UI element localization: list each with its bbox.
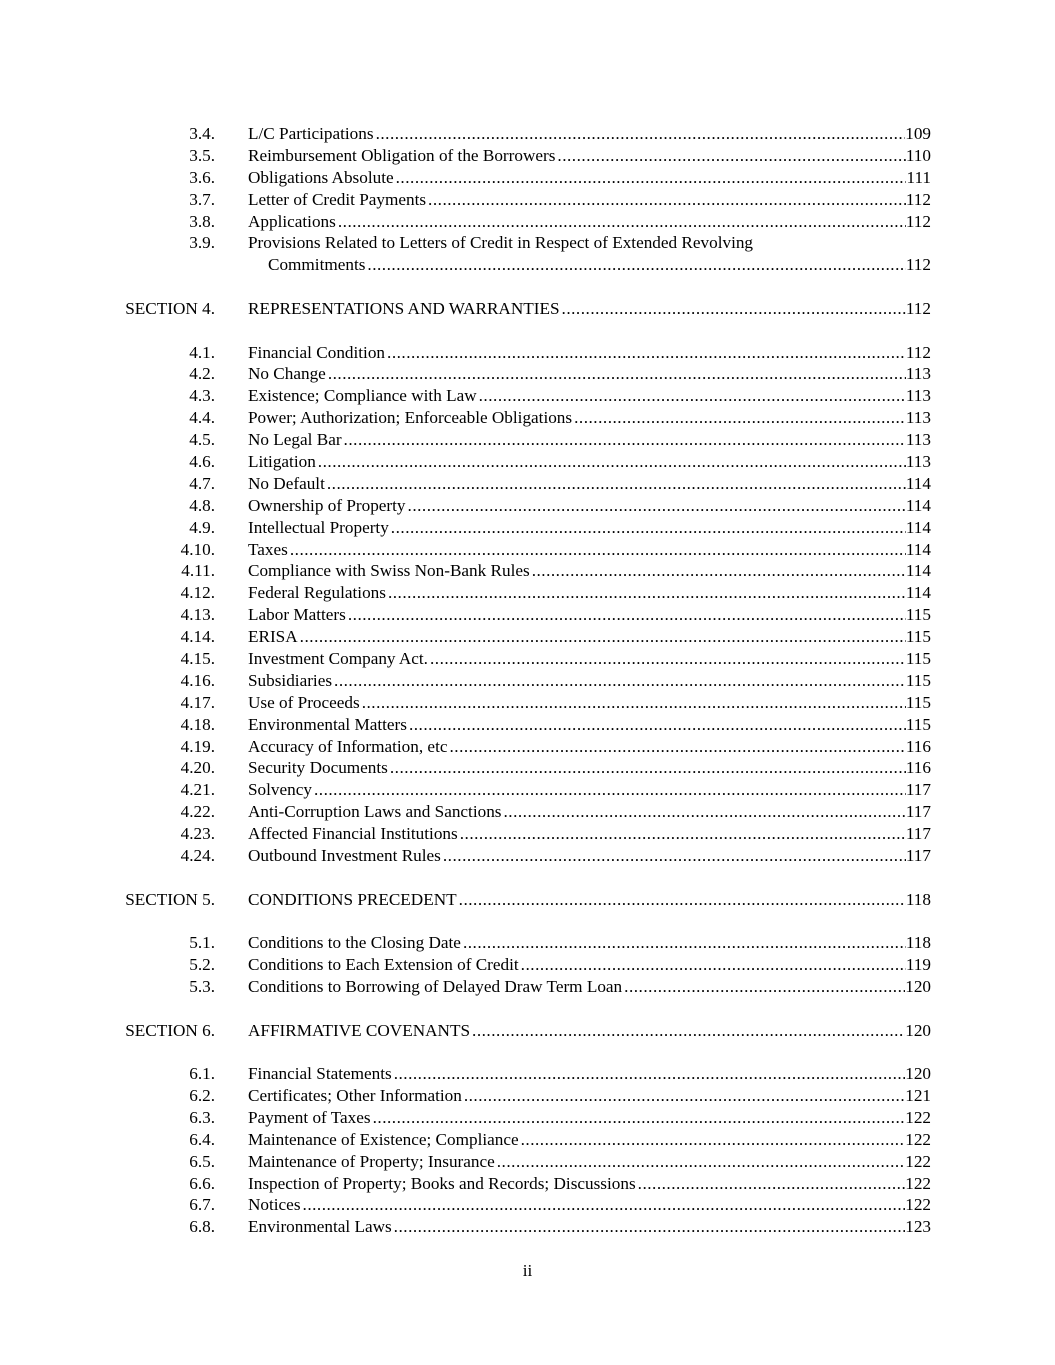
dot-leader: [462, 1085, 905, 1107]
dot-leader: [336, 211, 906, 233]
entry-page: 118: [905, 889, 931, 909]
toc-entry-3-4: [0, 123, 1055, 145]
entry-title: Power; Authorization; Enforceable Obligations: [248, 408, 573, 428]
entry-number: 6.3.: [189, 1107, 215, 1127]
dot-leader: [374, 123, 906, 145]
entry-page: 119: [905, 955, 931, 975]
dot-leader: [385, 342, 906, 364]
toc-entry-6-5: [0, 1151, 1055, 1173]
entry-title: Payment of Taxes: [248, 1107, 371, 1127]
entry-page: 116: [905, 758, 931, 778]
dot-leader: [461, 932, 906, 954]
dot-leader: [470, 1020, 905, 1042]
entry-title: Reimbursement Obligation of the Borrowers: [248, 145, 556, 165]
toc-entry-4-19: [0, 736, 1055, 758]
dot-leader: [622, 976, 905, 998]
dot-leader: [406, 495, 906, 517]
entry-page: 114: [905, 517, 931, 537]
toc-section-6: [0, 1020, 1055, 1042]
entry-title-line1: Provisions Related to Letters of Credit in Respect of Extended Revolving: [248, 233, 754, 253]
toc-entry-4-24: [0, 845, 1055, 867]
dot-leader: [447, 736, 905, 758]
entry-number: 4.18.: [180, 714, 215, 734]
dot-leader: [530, 560, 906, 582]
entry-number: 4.7.: [189, 473, 215, 493]
entry-page: 113: [905, 430, 931, 450]
toc-entry-4-13: [0, 604, 1055, 626]
dot-leader: [312, 779, 906, 801]
entry-title: Investment Company Act.: [248, 648, 428, 668]
dot-leader: [386, 582, 906, 604]
entry-page: 112: [905, 255, 931, 275]
entry-title: Maintenance of Existence; Compliance: [248, 1129, 519, 1149]
dot-leader: [495, 1151, 905, 1173]
entry-title: Inspection of Property; Books and Records; Discussions: [248, 1173, 636, 1193]
entry-page: 113: [905, 386, 931, 406]
entry-title: Maintenance of Property; Insurance: [248, 1151, 495, 1171]
entry-number: 3.5.: [189, 145, 215, 165]
toc-entry-3-8: [0, 211, 1055, 233]
entry-title: No Legal Bar: [248, 430, 342, 450]
entry-title: Outbound Investment Rules: [248, 845, 441, 865]
entry-title: Letter of Credit Payments: [248, 189, 427, 209]
toc-entry-3-5: [0, 145, 1055, 167]
dot-leader: [555, 145, 905, 167]
entry-page: 115: [905, 648, 931, 668]
entry-title: Use of Proceeds: [248, 692, 360, 712]
entry-title: Applications: [248, 211, 336, 231]
toc-entry-3-9: [0, 232, 1055, 254]
entry-number: 5.3.: [189, 976, 215, 996]
entry-page: 110: [905, 145, 931, 165]
dot-leader: [519, 954, 906, 976]
dot-leader: [392, 1216, 906, 1238]
entry-number: 6.6.: [189, 1173, 215, 1193]
entry-page: 122: [905, 1107, 931, 1127]
entry-number: 5.1.: [189, 933, 215, 953]
entry-number: 4.3.: [189, 386, 215, 406]
entry-page: 120: [905, 976, 931, 996]
entry-page: 117: [905, 780, 931, 800]
entry-title: Conditions to Each Extension of Credit: [248, 955, 519, 975]
entry-number: 4.15.: [180, 648, 215, 668]
dot-leader: [316, 451, 906, 473]
entry-title: Environmental Laws: [248, 1217, 392, 1237]
toc-entry-6-7: [0, 1194, 1055, 1216]
entry-number: 4.19.: [180, 736, 215, 756]
dot-leader: [342, 429, 906, 451]
entry-number: 4.24.: [180, 845, 215, 865]
toc-section-5: [0, 889, 1055, 911]
toc-entry-5-1: [0, 932, 1055, 954]
entry-page: 114: [905, 539, 931, 559]
toc-entry-3-9-continued: [0, 254, 1055, 276]
dot-leader: [407, 714, 906, 736]
dot-leader: [365, 254, 905, 276]
toc-entry-4-9: [0, 517, 1055, 539]
dot-leader: [371, 1107, 906, 1129]
section-title: AFFIRMATIVE COVENANTS: [248, 1020, 471, 1040]
entry-number: 3.9.: [189, 233, 215, 253]
dot-leader: [441, 845, 906, 867]
toc-entry-6-4: [0, 1129, 1055, 1151]
dot-leader: [428, 648, 906, 670]
entry-page: 115: [905, 714, 931, 734]
entry-page: 113: [905, 408, 931, 428]
entry-page: 122: [905, 1195, 931, 1215]
toc-entry-4-2: [0, 363, 1055, 385]
toc-entry-4-10: [0, 539, 1055, 561]
toc-entry-4-1: [0, 342, 1055, 364]
toc-entry-6-8: [0, 1216, 1055, 1238]
dot-leader: [501, 801, 905, 823]
entry-page: 123: [905, 1217, 931, 1237]
entry-number: 4.2.: [189, 364, 215, 384]
toc-entry-3-7: [0, 189, 1055, 211]
entry-page: 113: [905, 364, 931, 384]
entry-page: 114: [905, 495, 931, 515]
entry-number: 6.5.: [189, 1151, 215, 1171]
table-of-contents: [0, 123, 1055, 1238]
toc-entry-3-6: [0, 167, 1055, 189]
section-number: SECTION 4.: [125, 298, 215, 318]
toc-entry-5-2: [0, 954, 1055, 976]
entry-number: 4.14.: [180, 627, 215, 647]
entry-title: No Default: [248, 473, 325, 493]
entry-number: 4.16.: [180, 670, 215, 690]
toc-entry-6-6: [0, 1173, 1055, 1195]
toc-entry-4-20: [0, 757, 1055, 779]
entry-title: Existence; Compliance with Law: [248, 386, 477, 406]
toc-entry-4-4: [0, 407, 1055, 429]
entry-number: 4.9.: [189, 517, 215, 537]
entry-page: 114: [905, 561, 931, 581]
section-number: SECTION 5.: [125, 889, 215, 909]
toc-entry-5-3: [0, 976, 1055, 998]
dot-leader: [572, 407, 906, 429]
entry-number: 6.7.: [189, 1195, 215, 1215]
dot-leader: [360, 692, 906, 714]
entry-page: 115: [905, 605, 931, 625]
entry-page: 118: [905, 933, 931, 953]
entry-page: 122: [905, 1151, 931, 1171]
entry-title: Anti-Corruption Laws and Sanctions: [248, 802, 502, 822]
entry-title: Ownership of Property: [248, 495, 406, 515]
dot-leader: [457, 889, 906, 911]
entry-title: Solvency: [248, 780, 312, 800]
entry-page: 114: [905, 583, 931, 603]
entry-number: 4.21.: [180, 780, 215, 800]
entry-number: 3.7.: [189, 189, 215, 209]
entry-title-line2: Commitments: [268, 255, 366, 275]
dot-leader: [560, 298, 906, 320]
entry-page: 114: [905, 473, 931, 493]
entry-page: 109: [905, 124, 931, 143]
toc-entry-4-14: [0, 626, 1055, 648]
entry-number: 6.2.: [189, 1085, 215, 1105]
entry-title: Conditions to Borrowing of Delayed Draw Term Loan: [248, 976, 623, 996]
entry-page: 117: [905, 802, 931, 822]
toc-entry-4-21: [0, 779, 1055, 801]
dot-leader: [394, 167, 907, 189]
entry-title: No Change: [248, 364, 326, 384]
entry-number: 3.6.: [189, 167, 215, 187]
section-title: REPRESENTATIONS AND WARRANTIES: [248, 298, 560, 318]
toc-entry-6-1: [0, 1063, 1055, 1085]
dot-leader: [288, 539, 906, 561]
dot-leader: [326, 363, 906, 385]
entry-page: 112: [905, 298, 931, 318]
dot-leader: [458, 823, 906, 845]
entry-number: 4.10.: [180, 539, 215, 559]
entry-number: 4.23.: [180, 824, 215, 844]
toc-entry-4-11: [0, 560, 1055, 582]
dot-leader: [389, 517, 906, 539]
entry-number: 3.8.: [189, 211, 215, 231]
entry-page: 122: [905, 1129, 931, 1149]
entry-title: Taxes: [248, 539, 288, 559]
dot-leader: [298, 626, 906, 648]
entry-number: 4.13.: [180, 605, 215, 625]
entry-title: ERISA: [248, 627, 298, 647]
toc-entry-4-18: [0, 714, 1055, 736]
entry-number: 4.20.: [180, 758, 215, 778]
toc-entry-4-17: [0, 692, 1055, 714]
entry-page: 115: [905, 670, 931, 690]
entry-page: 117: [905, 845, 931, 865]
entry-page: 122: [905, 1173, 931, 1193]
entry-title: Financial Statements: [248, 1064, 392, 1084]
entry-title: Compliance with Swiss Non-Bank Rules: [248, 561, 530, 581]
toc-entry-4-22: [0, 801, 1055, 823]
toc-entry-4-8: [0, 495, 1055, 517]
entry-number: 4.17.: [180, 692, 215, 712]
toc-entry-4-23: [0, 823, 1055, 845]
section-title: CONDITIONS PRECEDENT: [248, 889, 457, 909]
entry-title: Security Documents: [248, 758, 388, 778]
entry-page: 112: [905, 342, 931, 362]
toc-entry-4-15: [0, 648, 1055, 670]
dot-leader: [392, 1063, 906, 1085]
entry-number: 4.5.: [189, 430, 215, 450]
entry-page: 112: [905, 189, 931, 209]
section-number: SECTION 6.: [125, 1020, 215, 1040]
entry-number: 4.1.: [189, 342, 215, 362]
entry-page: 115: [905, 627, 931, 647]
dot-leader: [519, 1129, 906, 1151]
entry-title: Intellectual Property: [248, 517, 389, 537]
toc-entry-4-12: [0, 582, 1055, 604]
dot-leader: [388, 757, 906, 779]
entry-title: Obligations Absolute: [248, 167, 394, 187]
entry-page: 113: [905, 451, 931, 471]
entry-title: Subsidiaries: [248, 670, 333, 690]
entry-title: Labor Matters: [248, 605, 346, 625]
entry-title: Environmental Matters: [248, 714, 407, 734]
entry-title: Conditions to the Closing Date: [248, 933, 461, 953]
entry-number: 4.8.: [189, 495, 215, 515]
toc-entry-6-3: [0, 1107, 1055, 1129]
entry-title: Accuracy of Information, etc: [248, 736, 448, 756]
toc-entry-4-3: [0, 385, 1055, 407]
entry-page: 116: [905, 736, 931, 756]
dot-leader: [301, 1194, 906, 1216]
entry-number: 4.4.: [189, 408, 215, 428]
entry-title: Litigation: [248, 451, 316, 471]
entry-number: 3.4.: [189, 124, 215, 143]
entry-title: Affected Financial Institutions: [248, 824, 458, 844]
entry-title: L/C Participations: [248, 124, 374, 143]
entry-page: 120: [905, 1020, 931, 1040]
entry-number: 6.4.: [189, 1129, 215, 1149]
entry-page: 121: [905, 1085, 931, 1105]
entry-title: Certificates; Other Information: [248, 1085, 462, 1105]
toc-section-4: [0, 298, 1055, 320]
entry-number: 6.1.: [189, 1064, 215, 1084]
entry-number: 4.11.: [181, 561, 215, 581]
dot-leader: [426, 189, 906, 211]
dot-leader: [636, 1173, 906, 1195]
entry-page: 115: [905, 692, 931, 712]
entry-title: Financial Condition: [248, 342, 386, 362]
entry-number: 4.6.: [189, 451, 215, 471]
entry-page: 111: [906, 167, 931, 187]
entry-page: 117: [905, 824, 931, 844]
entry-page: 120: [905, 1064, 931, 1084]
entry-title: Federal Regulations: [248, 583, 386, 603]
entry-number: 4.12.: [180, 583, 215, 603]
entry-number: 6.8.: [189, 1217, 215, 1237]
page-number-footer: ii: [522, 1261, 533, 1280]
toc-entry-4-5: [0, 429, 1055, 451]
dot-leader: [477, 385, 906, 407]
dot-leader: [325, 473, 906, 495]
entry-number: 5.2.: [189, 955, 215, 975]
dot-leader: [346, 604, 906, 626]
toc-entry-4-6: [0, 451, 1055, 473]
toc-entry-6-2: [0, 1085, 1055, 1107]
toc-entry-4-7: [0, 473, 1055, 495]
entry-number: 4.22.: [180, 802, 215, 822]
entry-title: Notices: [248, 1195, 301, 1215]
dot-leader: [332, 670, 906, 692]
toc-entry-4-16: [0, 670, 1055, 692]
entry-page: 112: [905, 211, 931, 231]
